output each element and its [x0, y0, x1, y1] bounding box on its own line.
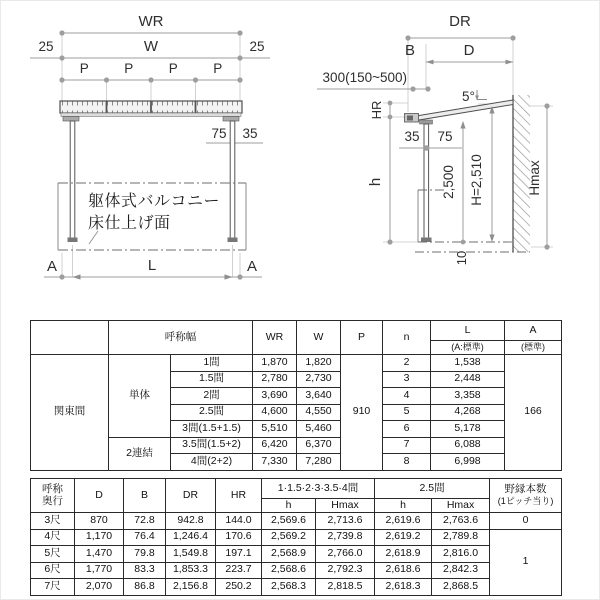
cell: 6尺: [31, 562, 75, 579]
table-row: [31, 513, 562, 530]
a-left-label: A: [46, 258, 58, 275]
cell: 870: [75, 513, 124, 530]
col-subheader-h2: h: [375, 499, 432, 513]
hmax-label: Hmax: [527, 160, 542, 196]
col-header-size: 呼称幅: [109, 321, 253, 355]
cell: 3間(1.5+1.5): [171, 421, 253, 438]
gutter-detail: [407, 116, 413, 121]
a-right-label: A: [246, 258, 258, 275]
balcony-note-line1: 躯体式バルコニー: [88, 193, 221, 210]
col-group-25ken: 2.5間: [375, 479, 490, 499]
cell: 2,842.3: [432, 562, 490, 579]
cell: 2,780: [253, 371, 297, 388]
w-label: W: [143, 38, 159, 55]
cell: 1,549.8: [166, 546, 216, 563]
dim-10-label: 10: [454, 250, 469, 266]
post-top-bracket: [420, 120, 433, 124]
cell: 2,792.3: [316, 562, 375, 579]
col-header-wr: WR: [253, 321, 297, 355]
left-bracket: [63, 117, 79, 122]
corner-cell: [31, 321, 109, 355]
cell: 83.3: [124, 562, 166, 579]
side-arrowheads: [426, 60, 513, 242]
region-cell: 関東間: [31, 355, 109, 471]
cell: 1,853.3: [166, 562, 216, 579]
cell: 2,730: [297, 371, 341, 388]
front-35-label: 35: [242, 126, 258, 141]
col-subheader-h1: h: [262, 499, 316, 513]
cell: 2,816.0: [432, 546, 490, 563]
cell: 2,789.8: [432, 529, 490, 546]
width-spec-table: [30, 320, 562, 471]
p-value-cell: 910: [341, 355, 383, 471]
cell: 2.5間: [171, 404, 253, 421]
cell: 1,170: [75, 529, 124, 546]
cell: 6,088: [431, 437, 505, 454]
table-row: [31, 529, 562, 546]
cell: 2,568.9: [262, 546, 316, 563]
cell: 5,178: [431, 421, 505, 438]
cell: 6,998: [431, 454, 505, 471]
left-25-label: 25: [38, 39, 54, 54]
joist-cell: 0: [490, 513, 562, 530]
cell: 3,358: [431, 388, 505, 405]
cell: 3尺: [31, 513, 75, 530]
angle-label: 5°: [462, 89, 475, 104]
table-row: [31, 579, 562, 596]
cell: 1,538: [431, 355, 505, 372]
cell: 76.4: [124, 529, 166, 546]
cell: 250.2: [216, 579, 262, 596]
col-header-p: P: [341, 321, 383, 355]
cell: 197.1: [216, 546, 262, 563]
cell: 170.6: [216, 529, 262, 546]
cell: 2,568.3: [262, 579, 316, 596]
left-post: [70, 121, 75, 238]
col-group-standard: 1·1.5·2·3·3.5·4間: [262, 479, 375, 499]
pitch-label-2: P: [124, 61, 134, 76]
cell: 4: [383, 388, 431, 405]
cell: 2,569.2: [262, 529, 316, 546]
hr-label: HR: [369, 100, 384, 120]
dr-label: DR: [449, 13, 471, 30]
cell: 4,268: [431, 404, 505, 421]
h-label: h: [367, 177, 384, 187]
cell: 1,246.4: [166, 529, 216, 546]
cell: 2,868.5: [432, 579, 490, 596]
right-25-label: 25: [249, 39, 265, 54]
cell: 2,763.6: [432, 513, 490, 530]
right-bracket: [223, 117, 239, 122]
col-header-dr: DR: [166, 479, 216, 513]
col-header-depth-name: 呼称 奥行: [31, 479, 75, 513]
cell: 3,690: [253, 388, 297, 405]
side-view: [317, 13, 553, 265]
pitch-label-3: P: [168, 61, 178, 76]
cell: 86.8: [124, 579, 166, 596]
cell: 4間(2+2): [171, 454, 253, 471]
cell: 7,280: [297, 454, 341, 471]
cell: 2,568.6: [262, 562, 316, 579]
cell: 2,766.0: [316, 546, 375, 563]
cell: 7: [383, 437, 431, 454]
cell: 3.5間(1.5+2): [171, 437, 253, 454]
cell: 1間: [171, 355, 253, 372]
group-cell-renketsu: 2連結: [109, 437, 171, 470]
cell: 223.7: [216, 562, 262, 579]
col-header-joist: 野縁本数 (1ピッチ当り): [490, 479, 562, 513]
cell: 4尺: [31, 529, 75, 546]
cell: 7尺: [31, 579, 75, 596]
right-post: [230, 121, 235, 238]
cell: 6,420: [253, 437, 297, 454]
cell: 942.8: [166, 513, 216, 530]
d-label: D: [463, 42, 475, 59]
cell: 1.5間: [171, 371, 253, 388]
cell: 6: [383, 421, 431, 438]
col-header-b: B: [124, 479, 166, 513]
depth-spec-table: [30, 478, 562, 596]
cell: 5: [383, 404, 431, 421]
a-value-cell: 166: [505, 355, 562, 471]
table-row: [31, 437, 562, 454]
cell: 5,460: [297, 421, 341, 438]
cell: 3: [383, 371, 431, 388]
cell: 5,510: [253, 421, 297, 438]
col-header-a: A: [505, 321, 562, 341]
cell: 7,330: [253, 454, 297, 471]
cell: 2,156.8: [166, 579, 216, 596]
cell: 6,370: [297, 437, 341, 454]
l-label: L: [147, 257, 157, 274]
balcony-note-line2: 床仕上げ面: [88, 215, 171, 232]
cell: 3,640: [297, 388, 341, 405]
col-header-n: n: [383, 321, 431, 355]
cell: 2間: [171, 388, 253, 405]
b-label: B: [404, 42, 416, 59]
pitch-label-4: P: [213, 61, 223, 76]
joist-cell: 1: [490, 529, 562, 595]
front-view: [30, 13, 270, 280]
left-post-foot: [68, 238, 78, 243]
cell: 8: [383, 454, 431, 471]
cell: 4,550: [297, 404, 341, 421]
side-75-label: 75: [437, 129, 453, 144]
col-header-d: D: [75, 479, 124, 513]
col-subheader-a: (標準): [505, 341, 562, 355]
cell: 2,818.5: [316, 579, 375, 596]
group-cell-tantai: 単体: [109, 355, 171, 438]
table-row: [31, 355, 562, 372]
pitch-label-1: P: [79, 61, 89, 76]
cell: 72.8: [124, 513, 166, 530]
col-header-l: L: [431, 321, 505, 341]
cell: 2,448: [431, 371, 505, 388]
cell: 2,618.6: [375, 562, 432, 579]
table-row: [31, 562, 562, 579]
cell: 1,470: [75, 546, 124, 563]
col-subheader-l: (A:標準): [431, 341, 505, 355]
dim-2500-label: 2,500: [441, 165, 456, 199]
cell: 5尺: [31, 546, 75, 563]
cell: 144.0: [216, 513, 262, 530]
cell: 2,713.6: [316, 513, 375, 530]
dim-h2510-label: H=2,510: [469, 154, 484, 206]
side-35-label: 35: [404, 129, 420, 144]
offset-label: 300(150~500): [322, 70, 407, 85]
wr-label: WR: [138, 13, 164, 30]
front-75-label: 75: [211, 126, 227, 141]
cell: 2,739.8: [316, 529, 375, 546]
cell: 2,619.6: [375, 513, 432, 530]
right-post-foot: [228, 238, 238, 243]
cell: 2,618.3: [375, 579, 432, 596]
cell: 4,600: [253, 404, 297, 421]
col-header-w: W: [297, 321, 341, 355]
col-subheader-hmax2: Hmax: [432, 499, 490, 513]
col-header-hr: HR: [216, 479, 262, 513]
table-row: [31, 546, 562, 563]
cell: 1,820: [297, 355, 341, 372]
cell: 2: [383, 355, 431, 372]
cell: 1,770: [75, 562, 124, 579]
cell: 2,619.2: [375, 529, 432, 546]
cell: 79.8: [124, 546, 166, 563]
cell: 2,618.9: [375, 546, 432, 563]
side-post-foot: [421, 238, 432, 243]
side-post: [424, 124, 429, 238]
cell: 1,870: [253, 355, 297, 372]
cell: 2,569.6: [262, 513, 316, 530]
col-subheader-hmax1: Hmax: [316, 499, 375, 513]
beam-edge: [61, 113, 241, 117]
cell: 2,070: [75, 579, 124, 596]
